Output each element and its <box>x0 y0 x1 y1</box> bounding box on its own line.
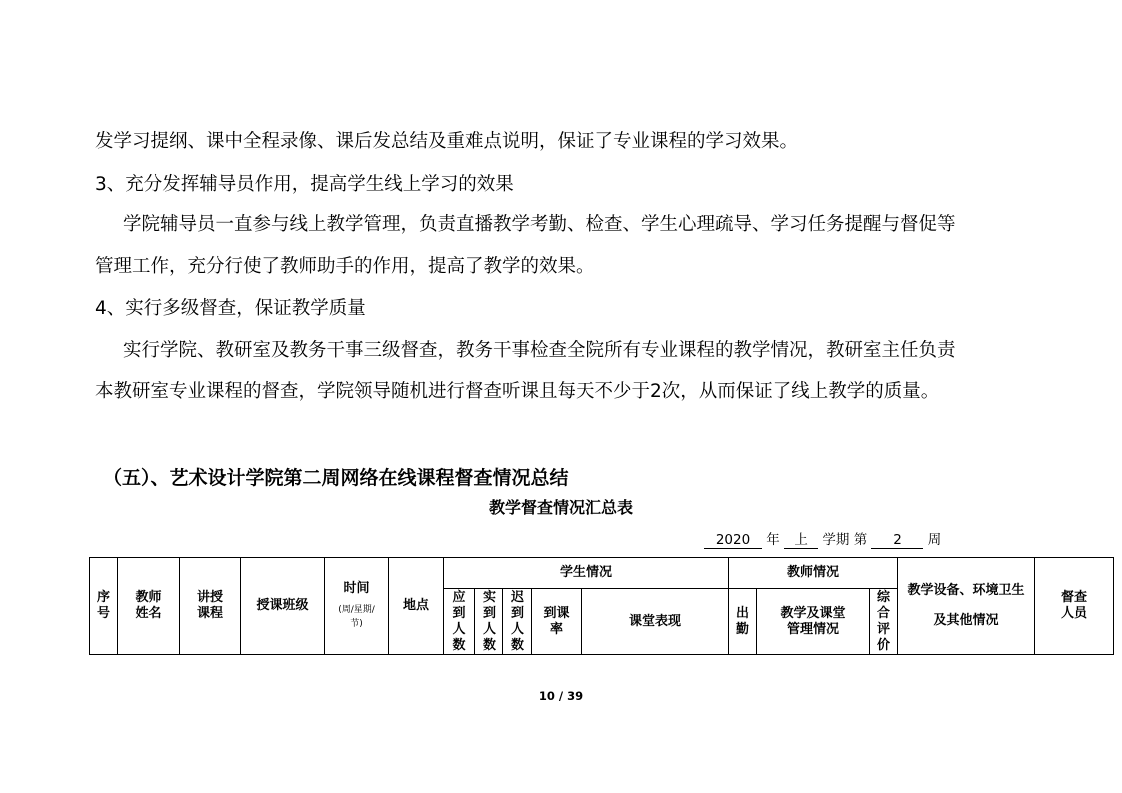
header-seq: 序号 <box>90 558 118 655</box>
header-overall: 综合评价 <box>870 589 898 655</box>
semester-label: 学期 <box>822 532 850 548</box>
paragraph-line: 本教研室专业课程的督查，学院领导随机进行督查听课且每天不少于2次，从而保证了线上教学的质量。 <box>95 381 940 402</box>
header-course <box>180 558 241 655</box>
header-time-text: 时间 <box>343 581 370 596</box>
header-teacher-group: 教师情况 <box>729 558 898 589</box>
header-management-text: 教学及课堂管理情况 <box>780 605 846 637</box>
paragraph-line: 管理工作，充分行使了教师助手的作用，提高了教学的效果。 <box>95 256 595 277</box>
header-time-note: (周/星期/节) <box>338 605 375 629</box>
week-label-post: 周 <box>927 532 942 548</box>
header-time <box>325 558 389 655</box>
header-late: 迟到人数 <box>503 589 532 655</box>
term-line <box>704 528 941 549</box>
header-attendance-rate-text: 到课率 <box>543 605 570 637</box>
year-label: 年 <box>766 532 780 548</box>
header-teacher-name-text: 教师姓名 <box>135 590 162 621</box>
semester-value: 上 <box>784 528 818 549</box>
header-attendance-rate <box>532 589 582 655</box>
header-location: 地点 <box>389 558 444 655</box>
header-supervisor <box>1035 558 1114 655</box>
header-course-text: 讲授课程 <box>196 590 223 621</box>
paragraph-line: 学院辅导员一直参与线上教学管理，负责直播教学考勤、检查、学生心理疏导、学习任务提醒与督促等 <box>123 214 956 235</box>
week-label-pre: 第 <box>853 532 868 548</box>
header-equipment-text: 教学设备、环境卫生及其他情况 <box>907 583 1025 628</box>
week-value: 2 <box>871 532 923 549</box>
header-teacher-name <box>118 558 180 655</box>
header-performance: 课堂表现 <box>582 589 729 655</box>
header-actual: 实到人数 <box>475 589 503 655</box>
header-present: 出勤 <box>729 589 757 655</box>
page-number: 10 / 39 <box>538 689 584 703</box>
section-heading: （五）、艺术设计学院第二周网络在线课程督查情况总结 <box>103 467 569 489</box>
header-class: 授课班级 <box>241 558 325 655</box>
paragraph-line: 实行学院、教研室及教务干事三级督查，教务干事检查全院所有专业课程的教学情况，教研室主任负责 <box>123 340 956 361</box>
numbered-heading: 4、实行多级督查，保证教学质量 <box>95 298 366 319</box>
table-title: 教学督查情况汇总表 <box>488 498 633 517</box>
paragraph-line: 发学习提纲、课中全程录像、课后发总结及重难点说明，保证了专业课程的学习效果。 <box>95 131 799 152</box>
header-students-group: 学生情况 <box>444 558 729 589</box>
year-value: 2020 <box>704 532 762 549</box>
numbered-heading: 3、充分发挥辅导员作用，提高学生线上学习的效果 <box>95 174 514 195</box>
header-expected: 应到人数 <box>444 589 475 655</box>
header-equipment <box>898 558 1035 655</box>
supervision-table <box>89 557 1114 655</box>
header-supervisor-text: 督查人员 <box>1061 590 1088 621</box>
header-management <box>757 589 870 655</box>
